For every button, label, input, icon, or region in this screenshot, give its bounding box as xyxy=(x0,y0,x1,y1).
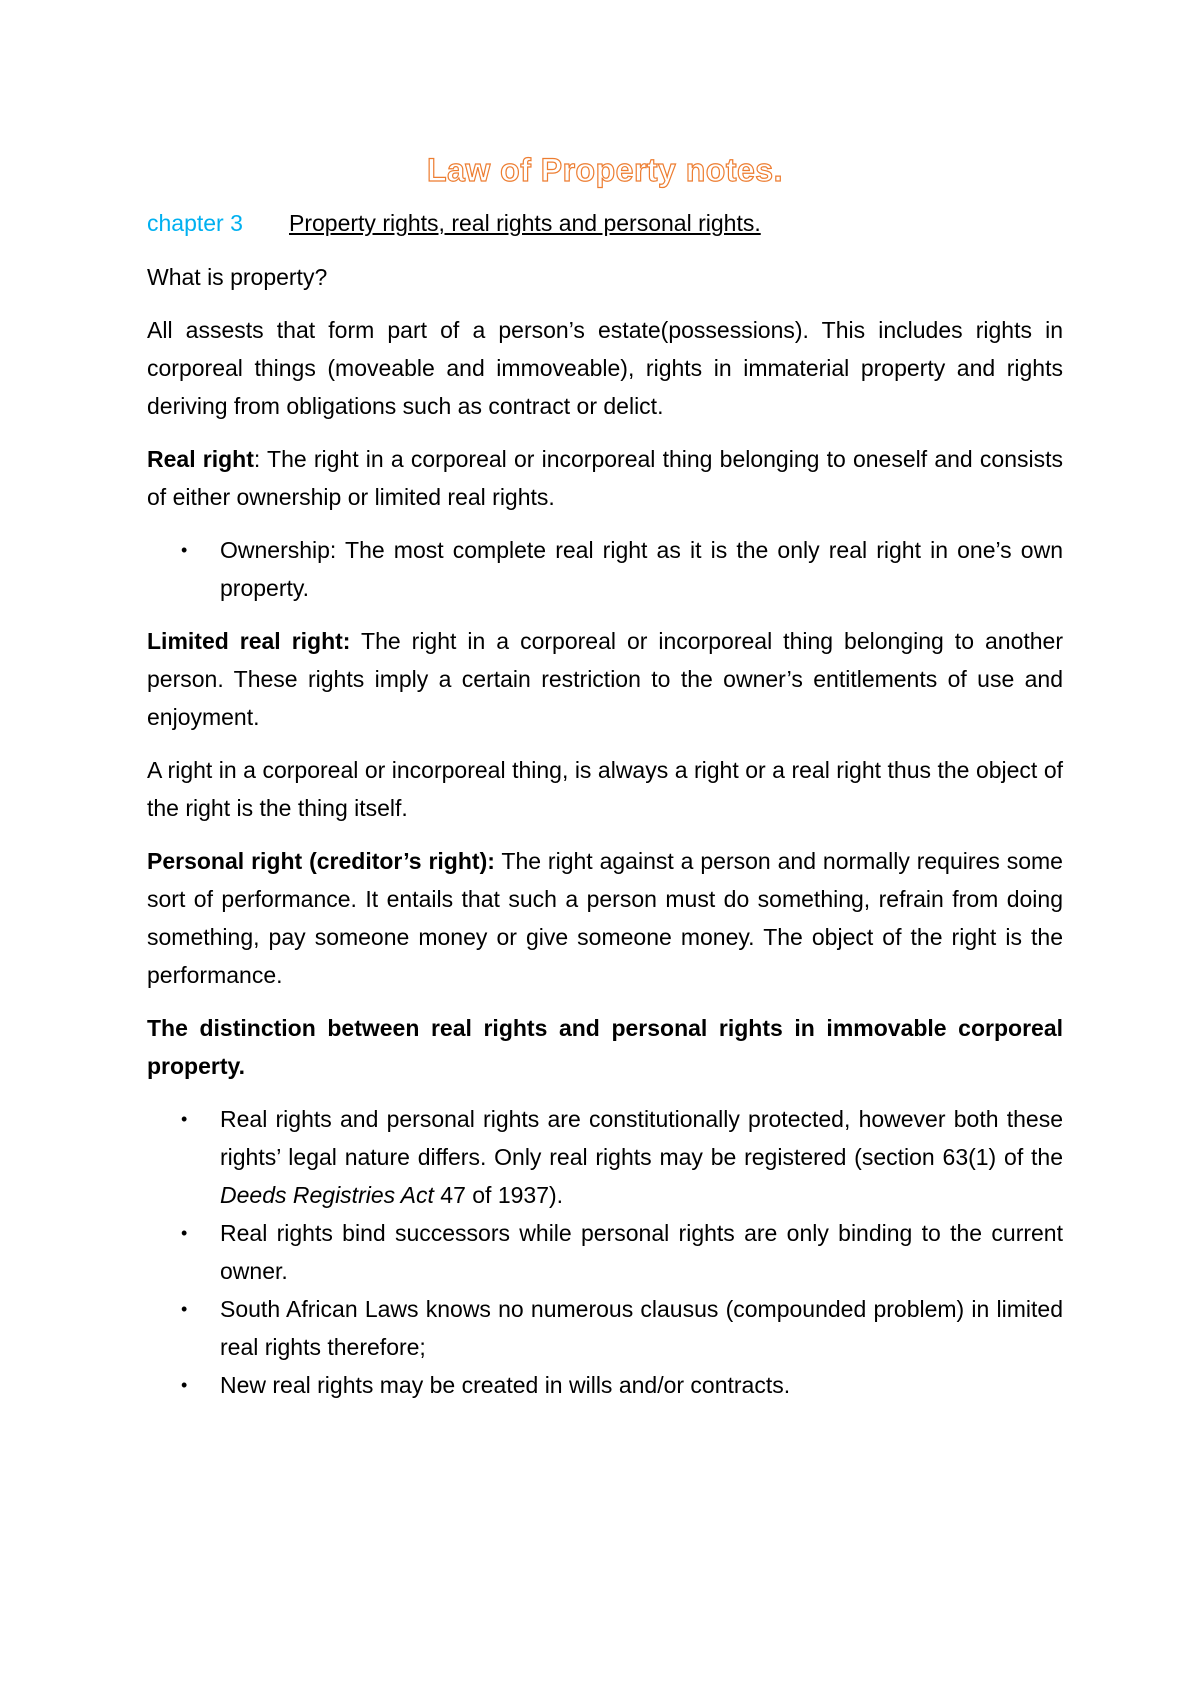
what-is-property-question: What is property? xyxy=(147,264,328,290)
distinction-bullet-4: New real rights may be created in wills and/or contracts. xyxy=(220,1372,791,1398)
distinction-bullet-3: South African Laws knows no numerous clausus (compounded problem) in limited real rights therefore; xyxy=(220,1296,1063,1360)
real-right-term: Real right xyxy=(147,446,254,472)
what-is-property-answer: All assests that form part of a person’s estate(possessions). This includes rights in corporeal things (moveable and immoveable), rights in immaterial property and rights deriving from obligations such as contract or delict. xyxy=(147,317,1063,419)
limited-real-right-paragraph xyxy=(147,622,1063,736)
list-item xyxy=(147,531,1063,607)
bullet-icon: • xyxy=(181,1109,188,1129)
distinction-bullet-1b: 47 of 1937). xyxy=(433,1182,564,1208)
distinction-heading xyxy=(147,1009,1063,1085)
list-item xyxy=(147,1366,1063,1404)
list-item xyxy=(147,1214,1063,1290)
document-title: Law of Property notes. xyxy=(427,152,783,188)
real-right-paragraph xyxy=(147,440,1063,516)
distinction-bullet-2: Real rights bind successors while personal rights are only binding to the current owner. xyxy=(220,1220,1063,1284)
limited-real-right-definition: The right in a corporeal or incorporeal thing belonging to another person. These rights imply a certain restriction to the owner’s entitlements of use and enjoyment. xyxy=(147,628,1063,730)
real-right-bullet-list xyxy=(147,531,1063,607)
deeds-registries-act-citation: Deeds Registries Act xyxy=(220,1182,434,1208)
bullet-icon: • xyxy=(181,540,188,560)
personal-right-term: Personal right (creditor’s right): xyxy=(147,848,495,874)
document-body xyxy=(147,150,1063,1419)
distinction-bullet-list xyxy=(147,1100,1063,1404)
personal-right-paragraph xyxy=(147,842,1063,994)
corporeal-note-paragraph: A right in a corporeal or incorporeal thing, is always a right or a real right thus the object of the right is the thing itself. xyxy=(147,757,1063,821)
bullet-icon: • xyxy=(181,1299,188,1319)
personal-right-definition: The right against a person and normally requires some sort of performance. It entails that such a person must do something, refrain from doing something, pay someone money or give someone money. The object of the right is the performance. xyxy=(147,848,1063,988)
chapter-line xyxy=(147,204,1063,242)
distinction-heading-text: The distinction between real rights and personal rights in immovable corporeal property. xyxy=(147,1015,1063,1079)
ownership-bullet-text: Ownership: The most complete real right as it is the only real right in one’s own property. xyxy=(220,537,1063,601)
chapter-heading: Property rights, real rights and personal rights. xyxy=(289,210,761,236)
chapter-label: chapter 3 xyxy=(147,210,243,236)
distinction-bullet-1a: Real rights and personal rights are constitutionally protected, however both these rights’ legal nature differs. Only real rights may be registered (section 63(1) of the xyxy=(220,1106,1063,1170)
real-right-definition: : The right in a corporeal or incorporeal thing belonging to oneself and consists of either ownership or limited real rights. xyxy=(147,446,1063,510)
limited-real-right-term: Limited real right: xyxy=(147,628,351,654)
list-item xyxy=(147,1100,1063,1214)
bullet-icon: • xyxy=(181,1375,188,1395)
bullet-icon: • xyxy=(181,1223,188,1243)
list-item xyxy=(147,1290,1063,1366)
